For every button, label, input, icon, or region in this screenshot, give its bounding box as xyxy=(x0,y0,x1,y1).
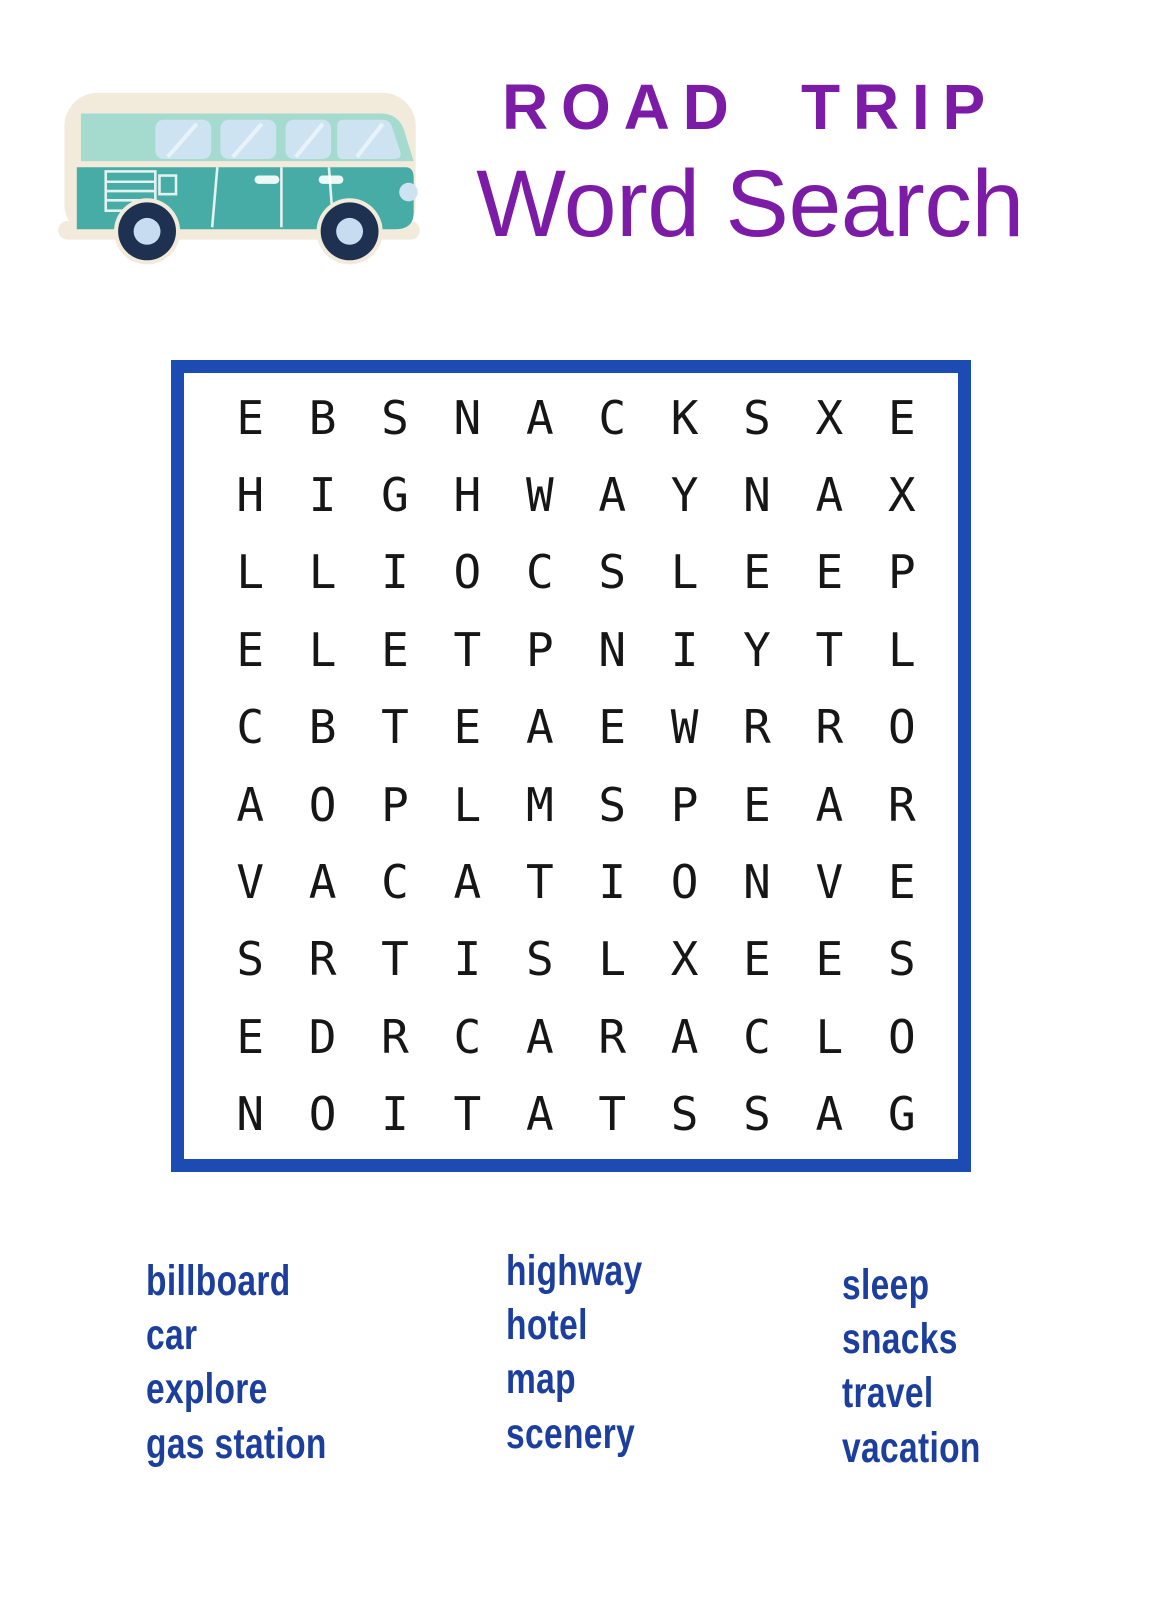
grid-letter: H xyxy=(236,468,265,523)
word-list-column xyxy=(506,1244,643,1461)
grid-letter: D xyxy=(308,1009,337,1064)
grid-letter: A xyxy=(815,468,844,523)
grid-letter: X xyxy=(815,390,844,445)
grid-letter: I xyxy=(308,468,337,523)
grid-letter: N xyxy=(743,468,771,523)
grid-letter: H xyxy=(453,468,482,523)
grid-letter: P xyxy=(381,777,409,832)
page-title-block xyxy=(424,71,1076,258)
grid-letter: A xyxy=(525,390,554,445)
grid-letter: T xyxy=(525,855,554,910)
word-list-item: car xyxy=(146,1311,198,1360)
grid-letter: L xyxy=(453,777,482,832)
grid-letter: R xyxy=(381,1009,409,1064)
grid-letter: E xyxy=(743,545,771,600)
grid-letter: O xyxy=(308,777,337,832)
grid-letter: I xyxy=(381,1087,409,1142)
grid-letter: L xyxy=(308,622,337,677)
grid-letter: A xyxy=(815,1087,844,1142)
word-list-column xyxy=(842,1258,981,1475)
grid-letter: L xyxy=(598,932,627,987)
grid-letter: A xyxy=(670,1009,699,1064)
grid-letter: E xyxy=(743,777,771,832)
grid-letter: O xyxy=(453,545,482,600)
word-list-item: gas station xyxy=(146,1419,327,1468)
word-list-item: highway xyxy=(506,1247,643,1295)
grid-letter: A xyxy=(453,855,482,910)
grid-letter: P xyxy=(670,777,699,832)
grid-letter: E xyxy=(236,1009,265,1064)
grid-letter: E xyxy=(236,390,265,445)
word-list xyxy=(0,1244,1164,1504)
rear-wheel xyxy=(114,198,180,264)
grid-letter: C xyxy=(525,545,554,600)
grid-letter: E xyxy=(381,622,409,677)
grid-letter: N xyxy=(743,855,771,910)
camper-van-icon xyxy=(52,68,424,280)
word-search-grid-letters xyxy=(184,373,958,1159)
camper-van-illustration xyxy=(52,68,424,280)
grid-letter: C xyxy=(381,855,409,910)
page-title-road-trip: ROAD TRIP xyxy=(502,71,998,143)
grid-letter: C xyxy=(236,700,265,755)
word-list-item: snacks xyxy=(842,1315,958,1364)
grid-letter: I xyxy=(453,932,482,987)
grid-letter: E xyxy=(236,622,265,677)
grid-letter: S xyxy=(236,932,265,987)
grid-letter: L xyxy=(887,622,916,677)
word-list-item: explore xyxy=(146,1365,268,1414)
grid-letter: S xyxy=(525,932,554,987)
grid-letter: S xyxy=(743,1087,771,1142)
grid-letter: A xyxy=(525,1009,554,1064)
grid-letter: E xyxy=(887,390,916,445)
word-list-item: travel xyxy=(842,1369,934,1418)
grid-letter: Y xyxy=(670,468,699,523)
word-list-column xyxy=(146,1254,327,1471)
word-list-item: hotel xyxy=(506,1301,588,1350)
grid-letter: A xyxy=(525,700,554,755)
grid-letter: A xyxy=(236,777,265,832)
grid-letter: L xyxy=(236,545,265,600)
grid-letter: V xyxy=(815,855,844,910)
grid-letter: E xyxy=(453,700,482,755)
grid-letter: R xyxy=(815,700,844,755)
grid-letter: A xyxy=(308,855,337,910)
grid-letter: E xyxy=(887,855,916,910)
grid-letter: E xyxy=(743,932,771,987)
grid-letter: T xyxy=(815,622,844,677)
grid-letter: S xyxy=(598,545,627,600)
grid-letter: G xyxy=(887,1087,916,1142)
grid-letter: X xyxy=(887,468,916,523)
grid-letter: N xyxy=(598,622,627,677)
grid-letter: S xyxy=(381,390,409,445)
grid-letter: W xyxy=(525,468,554,523)
grid-letter: L xyxy=(815,1009,844,1064)
grid-letter: B xyxy=(308,700,337,755)
grid-letter: O xyxy=(887,1009,916,1064)
grid-letter: O xyxy=(670,855,699,910)
grid-letter: L xyxy=(308,545,337,600)
word-list-item: map xyxy=(506,1355,576,1404)
grid-letter: R xyxy=(743,700,771,755)
grid-letter: K xyxy=(670,390,699,445)
grid-letter: C xyxy=(743,1009,771,1064)
grid-letter: M xyxy=(525,777,554,832)
grid-letter: E xyxy=(598,700,627,755)
grid-letter: E xyxy=(815,545,844,600)
grid-letter: R xyxy=(308,932,337,987)
grid-letter: A xyxy=(525,1087,554,1142)
grid-letter: T xyxy=(453,1087,482,1142)
grid-letter: A xyxy=(815,777,844,832)
word-list-item: sleep xyxy=(842,1261,930,1309)
grid-letter: B xyxy=(308,390,337,445)
grid-letter: C xyxy=(453,1009,482,1064)
grid-letter: R xyxy=(598,1009,627,1064)
grid-letter: L xyxy=(670,545,699,600)
grid-letter: P xyxy=(887,545,916,600)
word-list-item: scenery xyxy=(506,1409,636,1458)
word-list-item: vacation xyxy=(842,1423,981,1472)
word-list-item: billboard xyxy=(146,1257,291,1305)
grid-letter: T xyxy=(381,700,409,755)
grid-letter: O xyxy=(887,700,916,755)
grid-letter: N xyxy=(236,1087,265,1142)
grid-letter: S xyxy=(598,777,627,832)
word-search-grid-frame xyxy=(171,360,971,1172)
front-wheel xyxy=(317,198,383,264)
grid-letter: I xyxy=(670,622,699,677)
grid-letter: T xyxy=(381,932,409,987)
grid-letter: S xyxy=(670,1087,699,1142)
grid-letter: R xyxy=(887,777,916,832)
grid-letter: Y xyxy=(743,622,771,677)
grid-letter: X xyxy=(670,932,699,987)
grid-letter: E xyxy=(815,932,844,987)
page-title-word-search: Word Search xyxy=(476,151,1024,258)
grid-letter: A xyxy=(598,468,627,523)
grid-letter: G xyxy=(381,468,409,523)
grid-letter: W xyxy=(670,700,699,755)
grid-letter: S xyxy=(887,932,916,987)
grid-letter: S xyxy=(743,390,771,445)
grid-letter: P xyxy=(525,622,554,677)
grid-letter: I xyxy=(598,855,627,910)
grid-letter: C xyxy=(598,390,627,445)
grid-letter: N xyxy=(453,390,482,445)
grid-letter: T xyxy=(598,1087,627,1142)
grid-letter: V xyxy=(236,855,265,910)
grid-letter: I xyxy=(381,545,409,600)
grid-letter: O xyxy=(308,1087,337,1142)
grid-letter: T xyxy=(453,622,482,677)
